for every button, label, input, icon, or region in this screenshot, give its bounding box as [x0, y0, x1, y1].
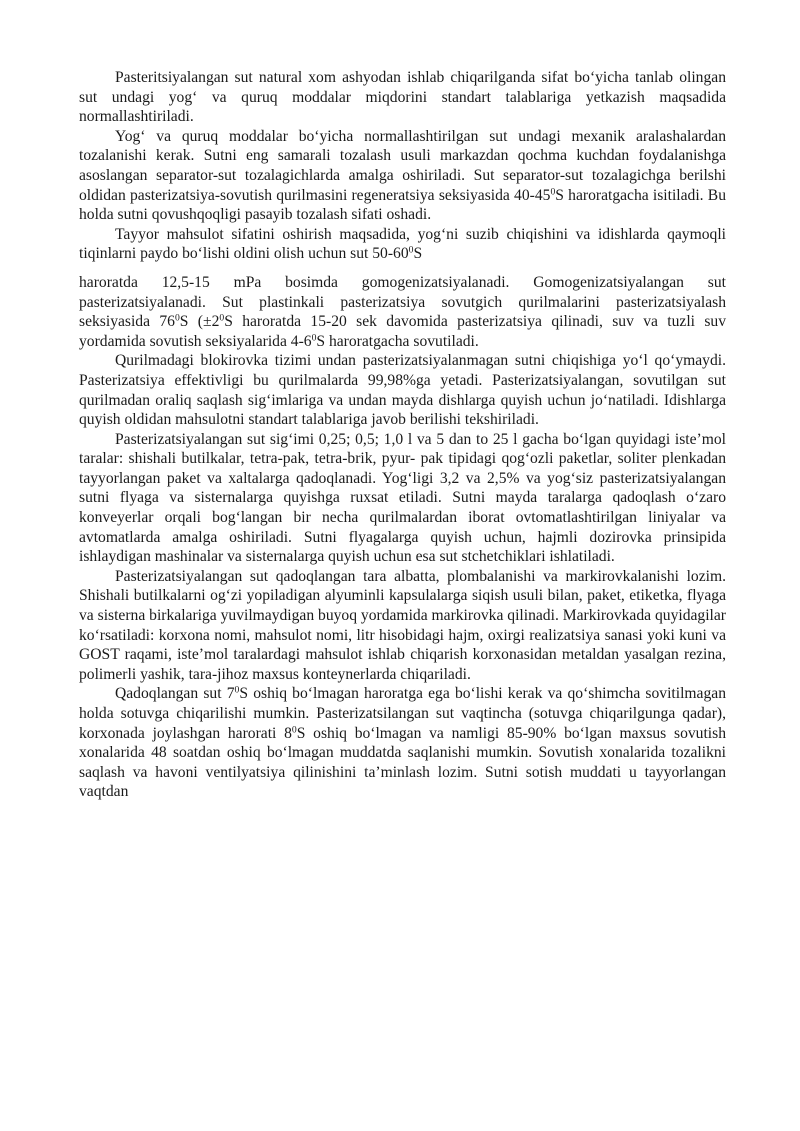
text-segment: Tayyor mahsulot sifatini oshirish maqsadida, yog‘ni suzib chiqishini va idishlarda qaymoqli tiqinlarni paydo bo‘lishi oldini olish uchun sut 50-60: [79, 225, 726, 263]
text-segment: haroratda 12,5-15 mPa bosimda gomogenizatsiyalanadi. Gomogenizatsiyalangan sut pasterizatsiyalanadi. Sut plastinkali pasterizatsiya sovutgich qurilmalarini pasterizatsiyalash seksiyasida 76: [79, 273, 726, 331]
text-segment: S haroratda 15-20 sek davomida pasterizatsiya qilinadi, suv va tuzli suv yordamida sovutish seksiyalarida 4-6: [79, 313, 726, 350]
text-segment: Pasterizatsiyalangan sut qadoqlangan tara albatta, plombalanishi va markirovkalanishi lozim. Shishali butilkalarni og‘zi yopiladigan alyuminli kapsulalarga siqish usuli bilan, paket, etiketka, flyaga va sisterna birkalariga yuvilmaydigan buyoq yordamida markirovka qilinadi. Markirovkada quyidagilar ko‘rsatiladi: korxona nomi, mahsulot nomi, litr hisobidagi hajm, oxirgi realizatsiya sanasi yoki kuni va GOST raqami, iste’mol taralardagi mahsulot ishlab chiqarish korxonasidan metaldan yasalgan rezina, polimerli yashik, tara-jihoz maxsus konteynerlarda chiqariladi.: [79, 567, 726, 683]
superscript: 0: [291, 724, 297, 736]
text-segment: S oshiq bo‘lmagan va namligi 85-90% bo‘lgan maxsus sovutish xonalarida 48 soatdan oshiq bo‘lmagan muddatda saqlanishi mumkin. Sovutish xonalarida tozalikni saqlash va havoni ventilyatsiya qilinishini ta’minlash lozim. Sutni sotish muddati u tayyorlangan vaqtdan: [79, 724, 726, 801]
superscript: 0: [234, 685, 240, 697]
text-segment: Yog‘ va quruq moddalar bo‘yicha normallashtirilgan sut undagi mexanik aralashalardan tozalanishi kerak. Sutni eng samarali tozalash usuli markazdan qochma kuchdan foydalanishga asoslangan separator-sut tozalagichlarda amalga oshiriladi. Sut separator-sut tozalagichga berilshi oldidan pasterizatsiya-sovutish qurilmasini regeneratsiya seksiyasida 40-45: [79, 127, 726, 204]
text-segment: Qadoqlangan sut 7: [115, 685, 235, 703]
text-segment: S (±2: [179, 313, 220, 331]
document-page: [79, 68, 726, 802]
text-segment: S: [413, 245, 423, 263]
text-segment: Qurilmadagi blokirovka tizimi undan pasterizatsiyalanmagan sutni chiqishiga yo‘l qo‘ymaydi. Pasterizatsiya effektivligi bu qurilmalarda 99,98%ga yetadi. Pasterizatsiyalangan, sovutilgan sut qurilmadan oraliq saqlash sig‘imlariga va undan mayda dishlarga quyish uchun jo‘natiladi. Idishlarga quyish oldidan mahsulotni standart talablariga javob berilishi tekshiriladi.: [79, 352, 726, 429]
paragraph-3: [79, 225, 726, 264]
superscript: 0: [174, 312, 180, 324]
superscript: 0: [408, 245, 414, 257]
paragraph-1: [79, 68, 726, 127]
paragraph-2: [79, 127, 726, 225]
text-segment: S haroratgacha isitiladi. Bu holda sutni qovushqoqligi pasayib tozalash sifati oshadi.: [79, 186, 726, 224]
text-segment: Pasterizatsiyalangan sut sig‘imi 0,25; 0,5; 1,0 l va 5 dan to 25 l gacha bo‘lgan quyidagi iste’mol taralar: shishali butilkalar, tetra-pak, tetra-brik, pyur- pak tipidagi qog‘ozli paketlar, soliter plenkadan tayyorlangan paket va xaltalarga qadoqlanadi. Yog‘ligi 3,2 va 2,5% va yog‘siz pasterizatsiyalangan sutni flyaga va sisternalarga quyishga ruxsat etiladi. Sutni mayda taralarga qadoqlash o‘zaro konveyerlar orqali bog‘langan bir necha qurilmalardan iborat ovtomatlashtirilgan liniyalar va avtomatlarda amalga oshiriladi. Sutni flyagalarga quyish uchun, hajmli dozirovka prinsipida ishlaydigan mashinalar va sisternalarga quyish uchun esa sut stchetchiklari ishlatiladi.: [79, 430, 726, 566]
paragraph-4: [79, 273, 726, 351]
paragraph-7: [79, 567, 726, 685]
superscript: 0: [550, 186, 556, 198]
superscript: 0: [219, 312, 225, 324]
superscript: 0: [311, 332, 317, 344]
paragraph-8: [79, 684, 726, 802]
text-segment: S haroratgacha sovutiladi.: [316, 332, 479, 350]
text-segment: S oshiq bo‘lmagan haroratga ega bo‘lishi kerak va qo‘shimcha sovitilmagan holda sotuvga chiqarilishi mumkin. Pasterizatsilangan sut vaqtincha (sotuvga chiqarilgunga qadar), korxonada joylashgan harorati 8: [79, 685, 726, 742]
paragraph-5: [79, 351, 726, 429]
paragraph-6: [79, 430, 726, 567]
text-segment: Pasteritsiyalangan sut natural xom ashyodan ishlab chiqarilganda sifat bo‘yicha tanlab olingan sut undagi yog‘ va quruq moddalar miqdorini standart talablariga yetkazish maqsadida normallashtiriladi.: [79, 69, 726, 126]
